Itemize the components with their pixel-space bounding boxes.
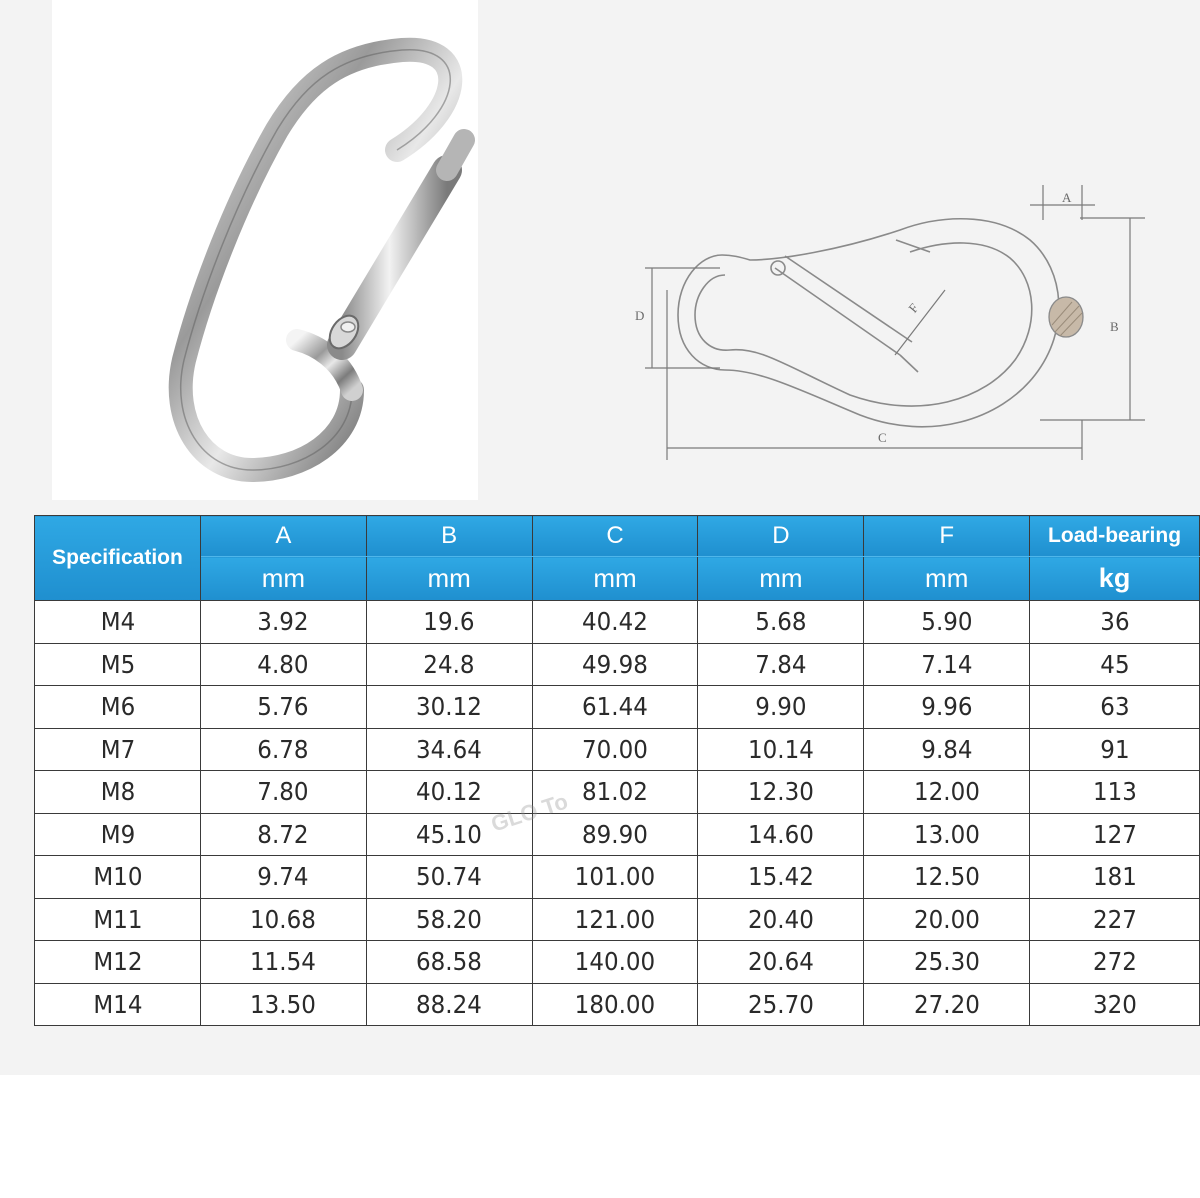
header-a: A bbox=[200, 516, 366, 557]
cell-a: 6.78 bbox=[207, 728, 360, 771]
cell-spec: M14 bbox=[41, 983, 194, 1026]
cell-b: 50.74 bbox=[373, 856, 526, 899]
cell-c: 121.00 bbox=[539, 898, 692, 941]
cell-f: 12.50 bbox=[870, 856, 1023, 899]
cell-f: 9.84 bbox=[870, 728, 1023, 771]
table-row bbox=[35, 728, 1200, 771]
header-c: C bbox=[532, 516, 698, 557]
diagram-label-d: D bbox=[635, 308, 645, 323]
cell-d: 10.14 bbox=[705, 728, 858, 771]
cell-load: 91 bbox=[1036, 728, 1192, 771]
unit-c: mm bbox=[532, 557, 698, 601]
diagram-label-b: B bbox=[1110, 319, 1119, 334]
cell-spec: M7 bbox=[41, 728, 194, 771]
cell-spec: M10 bbox=[41, 856, 194, 899]
cell-f: 5.90 bbox=[870, 601, 1023, 644]
cell-d: 14.60 bbox=[705, 813, 858, 856]
cell-b: 34.64 bbox=[373, 728, 526, 771]
unit-f: mm bbox=[864, 557, 1030, 601]
cell-f: 9.96 bbox=[870, 686, 1023, 729]
cell-d: 20.64 bbox=[705, 941, 858, 984]
cell-load: 181 bbox=[1036, 856, 1192, 899]
cell-c: 40.42 bbox=[539, 601, 692, 644]
table-row bbox=[35, 898, 1200, 941]
cell-c: 89.90 bbox=[539, 813, 692, 856]
unit-b: mm bbox=[366, 557, 532, 601]
cell-d: 5.68 bbox=[705, 601, 858, 644]
cell-f: 27.20 bbox=[870, 983, 1023, 1026]
cell-f: 25.30 bbox=[870, 941, 1023, 984]
spec-table bbox=[34, 515, 1200, 1026]
cell-load: 45 bbox=[1036, 643, 1192, 686]
cell-b: 19.6 bbox=[373, 601, 526, 644]
cell-d: 9.90 bbox=[705, 686, 858, 729]
cell-b: 30.12 bbox=[373, 686, 526, 729]
cell-load: 127 bbox=[1036, 813, 1192, 856]
header-f: F bbox=[864, 516, 1030, 557]
cell-b: 58.20 bbox=[373, 898, 526, 941]
snap-hook-drawing bbox=[600, 150, 1180, 480]
cell-b: 68.58 bbox=[373, 941, 526, 984]
cell-c: 81.02 bbox=[539, 771, 692, 814]
cell-a: 9.74 bbox=[207, 856, 360, 899]
diagram-label-c: C bbox=[878, 430, 887, 445]
cell-a: 10.68 bbox=[207, 898, 360, 941]
cell-c: 70.00 bbox=[539, 728, 692, 771]
cell-b: 40.12 bbox=[373, 771, 526, 814]
cell-c: 140.00 bbox=[539, 941, 692, 984]
cell-c: 101.00 bbox=[539, 856, 692, 899]
cell-b: 88.24 bbox=[373, 983, 526, 1026]
table-row bbox=[35, 643, 1200, 686]
cell-load: 227 bbox=[1036, 898, 1192, 941]
cell-f: 20.00 bbox=[870, 898, 1023, 941]
table-row bbox=[35, 941, 1200, 984]
diagram-label-a: A bbox=[1062, 190, 1072, 205]
table-row bbox=[35, 686, 1200, 729]
product-photo bbox=[52, 0, 478, 500]
cell-b: 45.10 bbox=[373, 813, 526, 856]
cell-a: 4.80 bbox=[207, 643, 360, 686]
cell-load: 320 bbox=[1036, 983, 1192, 1026]
table-row bbox=[35, 771, 1200, 814]
cell-spec: M11 bbox=[41, 898, 194, 941]
watermark: GLO To bbox=[487, 788, 571, 837]
header-load-bearing: Load-bearing bbox=[1030, 516, 1200, 557]
snap-hook-photo bbox=[52, 0, 478, 500]
header-b: B bbox=[366, 516, 532, 557]
diagram-label-f: F bbox=[905, 300, 922, 316]
cell-spec: M12 bbox=[41, 941, 194, 984]
table-row bbox=[35, 813, 1200, 856]
cell-a: 8.72 bbox=[207, 813, 360, 856]
cell-a: 13.50 bbox=[207, 983, 360, 1026]
unit-a: mm bbox=[200, 557, 366, 601]
cell-f: 7.14 bbox=[870, 643, 1023, 686]
cell-a: 11.54 bbox=[207, 941, 360, 984]
cell-b: 24.8 bbox=[373, 643, 526, 686]
cell-load: 63 bbox=[1036, 686, 1192, 729]
cell-c: 49.98 bbox=[539, 643, 692, 686]
cell-a: 3.92 bbox=[207, 601, 360, 644]
cell-spec: M9 bbox=[41, 813, 194, 856]
cell-d: 7.84 bbox=[705, 643, 858, 686]
cell-spec: M5 bbox=[41, 643, 194, 686]
table-row bbox=[35, 856, 1200, 899]
cell-load: 272 bbox=[1036, 941, 1192, 984]
unit-d: mm bbox=[698, 557, 864, 601]
cell-d: 15.42 bbox=[705, 856, 858, 899]
header-d: D bbox=[698, 516, 864, 557]
table-row bbox=[35, 601, 1200, 644]
table-row bbox=[35, 983, 1200, 1026]
unit-kg: kg bbox=[1030, 557, 1200, 601]
cell-a: 7.80 bbox=[207, 771, 360, 814]
dimension-diagram bbox=[600, 150, 1180, 480]
cell-load: 113 bbox=[1036, 771, 1192, 814]
cell-d: 20.40 bbox=[705, 898, 858, 941]
cell-spec: M8 bbox=[41, 771, 194, 814]
cell-spec: M4 bbox=[41, 601, 194, 644]
header-specification: Specification bbox=[35, 516, 201, 601]
cell-d: 25.70 bbox=[705, 983, 858, 1026]
cell-f: 12.00 bbox=[870, 771, 1023, 814]
cell-a: 5.76 bbox=[207, 686, 360, 729]
cell-d: 12.30 bbox=[705, 771, 858, 814]
cell-c: 180.00 bbox=[539, 983, 692, 1026]
cell-spec: M6 bbox=[41, 686, 194, 729]
cell-c: 61.44 bbox=[539, 686, 692, 729]
cell-f: 13.00 bbox=[870, 813, 1023, 856]
cell-load: 36 bbox=[1036, 601, 1192, 644]
